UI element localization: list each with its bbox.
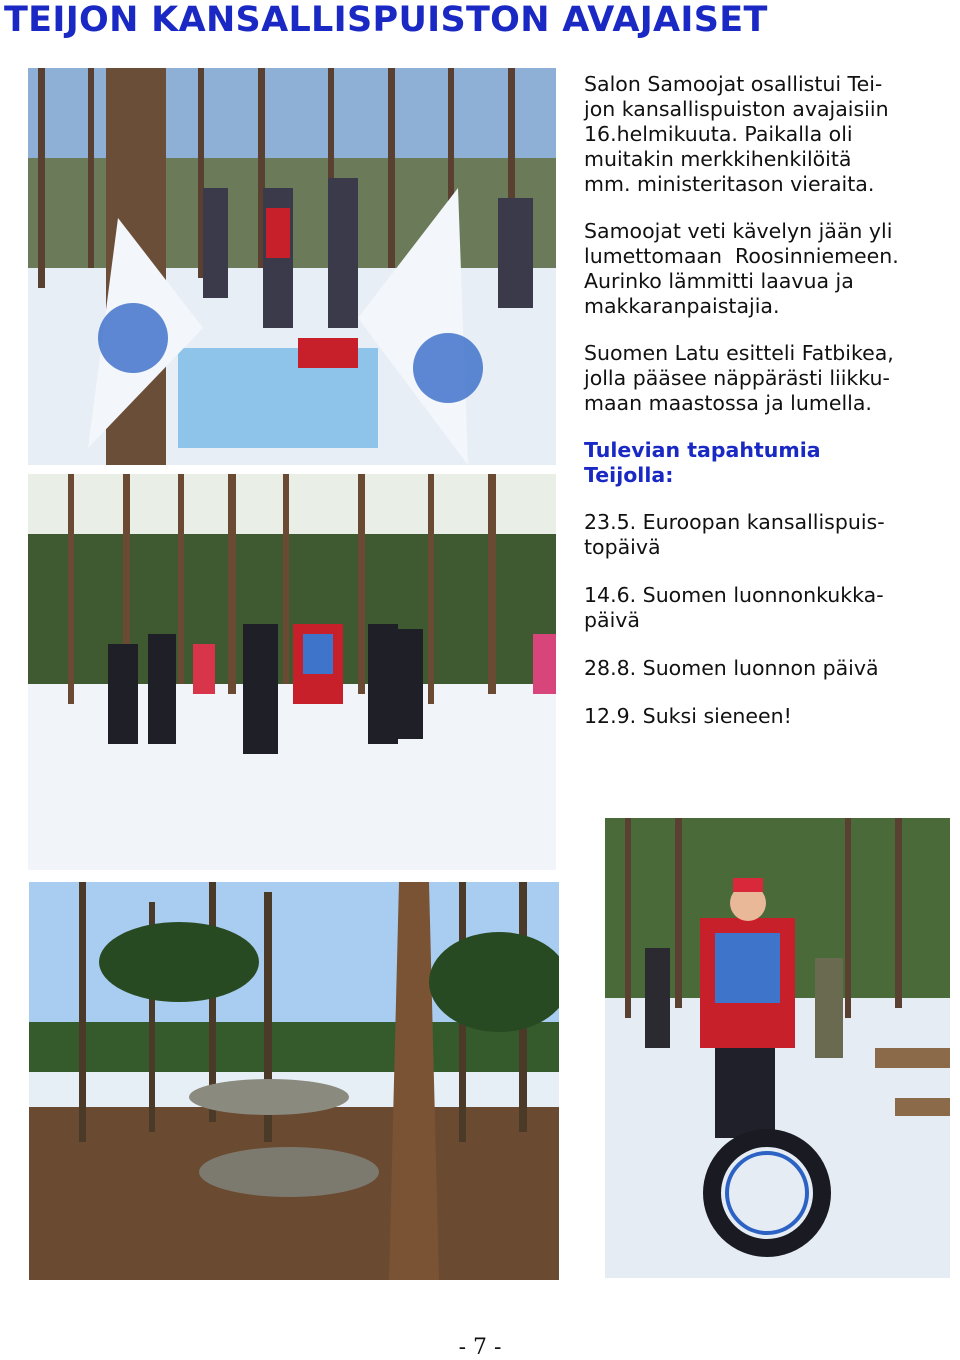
event-line: 28.8. Suomen luonnon päivä: [584, 656, 879, 680]
event-line: päivä: [584, 608, 640, 632]
event-line: 14.6. Suomen luonnonkukka-: [584, 583, 884, 607]
heading-line: Teijolla:: [584, 463, 674, 487]
heading-line: Tulevian tapahtumia: [584, 438, 821, 462]
fatbike-paragraph: [584, 341, 954, 416]
event-item: [584, 510, 954, 560]
photo-lake-forest: [29, 882, 559, 1280]
intro-paragraph: [584, 72, 954, 197]
text-line: Aurinko lämmitti laavua ja: [584, 269, 854, 293]
text-line: muitakin merkkihenkilöitä: [584, 147, 852, 171]
page-number: - 7 -: [458, 1335, 502, 1360]
text-line: makkaranpaistajia.: [584, 294, 780, 318]
text-line: Suomen Latu esitteli Fatbikea,: [584, 341, 894, 365]
event-item: [584, 583, 954, 633]
walk-paragraph: [584, 219, 954, 319]
photo-crowd: [28, 474, 556, 870]
event-line: 12.9. Suksi sieneen!: [584, 704, 792, 728]
event-line: topäivä: [584, 535, 661, 559]
text-line: jolla pääsee näppärästi liikku-: [584, 366, 890, 390]
text-line: lumettomaan Roosinniemeen.: [584, 244, 899, 268]
page-title: TEIJON KANSALLISPUISTON AVAJAISET: [4, 0, 768, 40]
text-line: jon kansallispuiston avajaisiin: [584, 97, 889, 121]
text-line: mm. ministeritason vieraita.: [584, 172, 875, 196]
event-line: 23.5. Euroopan kansallispuis-: [584, 510, 885, 534]
event-item: [584, 704, 954, 729]
text-line: Samoojat veti kävelyn jään yli: [584, 219, 893, 243]
text-line: 16.helmikuuta. Paikalla oli: [584, 122, 853, 146]
photo-fatbike: [605, 818, 950, 1278]
article-text: [584, 72, 954, 752]
event-item: [584, 656, 954, 681]
upcoming-events-heading: [584, 438, 954, 488]
text-line: Salon Samoojat osallistui Tei-: [584, 72, 883, 96]
photo-info-stand: [28, 68, 556, 465]
text-line: maan maastossa ja lumella.: [584, 391, 872, 415]
